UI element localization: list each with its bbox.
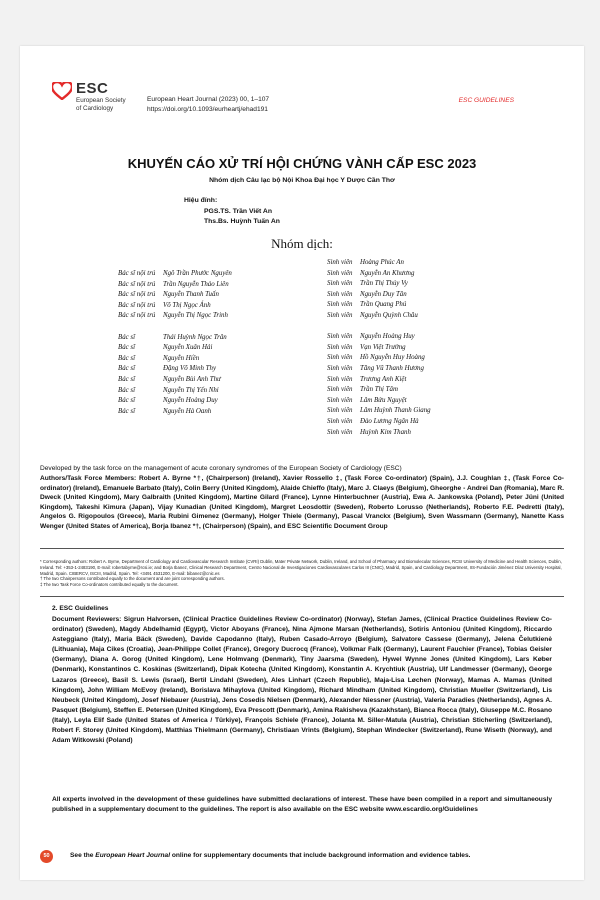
- page-title: KHUYẾN CÁO XỬ TRÍ HỘI CHỨNG VÀNH CẤP ESC 2023: [127, 156, 477, 171]
- role: Bác sĩ nội trú: [118, 312, 156, 320]
- list-item: [327, 365, 431, 376]
- editor-name: Ths.Bs. Huỳnh Tuấn An: [204, 218, 280, 225]
- name: Hồ Nguyễn Huy Hoàng: [360, 354, 425, 362]
- logo-subtitle: [76, 97, 136, 113]
- role: Bác sĩ: [118, 344, 136, 352]
- list-item: [327, 301, 431, 312]
- name: Tăng Vũ Thanh Hương: [360, 364, 424, 372]
- role: Sinh viên: [327, 301, 353, 309]
- name: Nguyễn Hiền: [163, 354, 200, 362]
- role: Sinh viên: [327, 428, 353, 436]
- name: Nguyễn An Khương: [360, 269, 415, 277]
- footnote-chairpersons: † The two Chairpersons contributed equally to the document and are joint corresponding authors.: [40, 576, 225, 582]
- logo-abbr: ESC: [76, 80, 109, 97]
- list-item: [118, 302, 232, 313]
- list-item: [327, 259, 431, 270]
- role: Bác sĩ: [118, 354, 136, 362]
- role: Sinh viên: [327, 311, 353, 319]
- list-item: [327, 397, 431, 408]
- name: Trần Thị Thủy Vy: [360, 280, 408, 288]
- authors: Authors/Task Force Members: Robert A. Byrne *†, (Chairperson) (Ireland), Xavier Rossello ‡, (Task Force Co-ordinator) (Spain), J.J. Coughlan ‡, (Task Force Co-ordinator) (Ireland), Emanuele Barbato (Italy), Colin Berry (United Kingdom), Alaide Chieffo (Italy), Marc J. Claeys (Belgium), Gheorghe - Andrei Dan (Romania), Marc R. Dweck (United Kingdom), Mary Galbraith (United Kingdom), Martine Gilard (France), Lynne Hinterbuchner (Austria), Ewa A. Jankowska (Poland), Peter Jüni (United Kingdom), Takeshi Kimura (Japan), Vijay Kunadian (United Kingdom), Margret Leosdottir (Sweden), Roberto Lorusso (Netherlands), Roberto F.E. Pedretti (Italy), Angelos G. Rigopoulos (Greece), Maria Rubini Gimenez (Germany), Holger Thiele (Germany), Pascal Vranckx (Belgium), Sven Wassmann (Germany), Nanette Kass Wenger (United States of America), Borja Ibanez *†, (Chairperson) (Spain), and ESC Scientific Document Group: [40, 475, 564, 530]
- heart-icon: [52, 82, 72, 100]
- role: Bác sĩ: [118, 407, 136, 415]
- name: Trương Anh Kiệt: [360, 375, 407, 383]
- supplementary-note: [70, 852, 470, 859]
- translators-right-column: [327, 259, 431, 439]
- list-item: [327, 407, 431, 418]
- editors-block: [184, 196, 280, 228]
- translators-title: Nhóm dịch:: [271, 236, 333, 251]
- name: Đặng Võ Minh Thy: [163, 365, 217, 373]
- name: Võ Thị Ngọc Ánh: [163, 301, 211, 309]
- list-item: [118, 365, 232, 376]
- section-heading: 2. ESC Guidelines: [52, 605, 109, 612]
- see-journal: European Heart Journal: [95, 852, 171, 859]
- role: Bác sĩ: [118, 397, 136, 405]
- translators-left-column: [118, 270, 232, 418]
- list-item: [327, 280, 431, 291]
- role: Bác sĩ nội trú: [118, 301, 156, 309]
- role: Sinh viên: [327, 396, 353, 404]
- name: Nguyễn Thị Ngọc Trinh: [163, 312, 228, 320]
- role: Sinh viên: [327, 364, 353, 372]
- footnote-corresponding: * Corresponding authors: Robert A. Byrne, Department of Cardiology and Cardiovascular Research Institute (CVRI) Dublin, Mater Private Network, Dublin, Ireland, and School of Pharmacy and Biomolecular Sciences, RCSI University of Medicine and Health Sciences, Dublin, Ireland. Tel: +353-1-2483190, E-mail: robertabyrne@rcsi.ie; and Borja Ibanez, Clinical Research Department, Centro Nacional de Investigaciones Cardiovasculares Carlos III (CNIC), Madrid, Spain, and Cardiology Department, IIS-Fundación Jiménez Díaz University Hospital, Madrid, Spain. CIBERCV, ISCIII, Madrid, Spain. Tel: +3491 4531200, E-mail: bibanez@cnic.es: [40, 559, 562, 576]
- list-item: [327, 429, 431, 440]
- name: Nguyễn Hoàng Duy: [163, 397, 218, 405]
- name: Nguyễn Quỳnh Châu: [360, 311, 418, 319]
- journal-info: [147, 95, 269, 115]
- list-item: [118, 312, 232, 323]
- name: Trần Thị Tâm: [360, 386, 398, 394]
- list-item: [118, 355, 232, 366]
- list-item: [327, 418, 431, 429]
- document-reviewers: Document Reviewers: Sigrun Halvorsen, (Clinical Practice Guidelines Review Co-ordinator) (Norway), Stefan James, (Clinical Practice Guidelines Review Co-ordinator) (Sweden), Magdy Abdelhamid (Egypt), Victor Aboyans (France), Nina Ajmone Marsan (Netherlands), Sotiris Antoniou (United Kingdom), Riccardo Asteggiano (Italy), Maria Bäck (Sweden), Davide Capodanno (Italy), Ruben Casado-Arroyo (Belgium), Salvatore Cassese (Germany), Jelena Čelutkienė (Lithuania), Maja Cikes (Croatia), Jean-Philippe Collet (France), Gregory Ducrocq (France), Volkmar Falk (Germany), Laurent Fauchier (France), Tobias Geisler (Germany), Diana A. Gorog (United Kingdom), Lene Holmvang (Denmark), Tiny Jaarsma (Sweden), Hywel Wynne Jones (United Kingdom), Lars Køber (Denmark), Konstantinos C. Koskinas (Switzerland), Dipak Kotecha (United Kingdom), Konstantin A. Krychtiuk (Austria), Ulf Landmesser (Germany), George Lazaros (Greece), Basil S. Lewis (Israel), Bertil Lindahl (Sweden), Ales Linhart (Czech Republic), Maja-Lisa Løchen (Norway), Mamas A. Mamas (United Kingdom), John William McEvoy (Ireland), Borislava Mihaylova (United Kingdom), Richard Mindham (United Kingdom), Christian Mueller (Switzerland), Lis Neubeck (United Kingdom), Josef Niebauer (Austria), Jens Cosedis Nielsen (Denmark), Alexander Niessner (Austria), Valeria Paradies (Netherlands), Agnes A. Pasquet (Belgium), Steffen E. Petersen (United Kingdom), Eva Prescott (Denmark), Amina Rakisheva (Kazakhstan), Bianca Rocca (Italy), Giuseppe M.C. Rosano (Italy), Leyla Elif Sade (United States of America / Türkiye), François Schiele (France), Jolanta M. Siller-Matula (Austria), Christian Sticherling (Switzerland), Robert F. Storey (United Kingdom), Matthias Thielmann (Germany), Christiaan Vrints (Belgium), Stephan Windecker (Switzerland), Rune Wiseth (Norway), and Adam Witkowski (Poland): [52, 616, 552, 745]
- role: Sinh viên: [327, 375, 353, 383]
- role: Bác sĩ: [118, 365, 136, 373]
- logo-line1: European Society: [76, 97, 126, 104]
- page-number-badge: 50: [40, 850, 53, 863]
- role: Bác sĩ: [118, 333, 136, 341]
- name: Nguyễn Hoàng Huy: [360, 333, 415, 341]
- list-item: [118, 408, 232, 419]
- name: Nguyễn Duy Tân: [360, 290, 407, 298]
- role: Bác sĩ nội trú: [118, 280, 156, 288]
- list-item: [327, 354, 431, 365]
- role: Sinh viên: [327, 417, 353, 425]
- list-item: [327, 333, 431, 344]
- list-item: [118, 344, 232, 355]
- list-item: [327, 376, 431, 387]
- list-item: [327, 270, 431, 281]
- role: Sinh viên: [327, 333, 353, 341]
- list-item: [118, 387, 232, 398]
- footnote-coordinators: ‡ The two Task Force Co-ordinators contributed equally to the document.: [40, 582, 179, 588]
- list-item: [118, 397, 232, 408]
- role: Sinh viên: [327, 386, 353, 394]
- name: Thái Huỳnh Ngọc Trân: [163, 333, 227, 341]
- name: Trần Nguyễn Thảo Liên: [163, 280, 229, 288]
- name: Nguyễn Xuân Hải: [163, 344, 213, 352]
- list-item: [327, 344, 431, 355]
- logo-line2: of Cardiology: [76, 105, 114, 112]
- list-item: [327, 312, 431, 323]
- declaration: All experts involved in the development of these guidelines have submitted declarations of interest. These have been compiled in a report and simultaneously published in a supplementary document to the guidelines. The report is also available on the ESC website www.escardio.org/Guidelines: [52, 796, 552, 813]
- esc-logo: [52, 80, 152, 120]
- list-item: [327, 386, 431, 397]
- name: Hoàng Phúc An: [360, 259, 404, 266]
- document-page: [20, 46, 584, 880]
- footnotes: [40, 559, 564, 588]
- role: Sinh viên: [327, 269, 353, 277]
- see-post: online for supplementary documents that include background information and evidence tables.: [170, 852, 471, 859]
- divider: [40, 548, 564, 549]
- page-subtitle: Nhóm dịch Câu lạc bộ Nội Khoa Đại học Y Dược Cần Thơ: [209, 177, 395, 184]
- journal-doi[interactable]: https://doi.org/10.1093/eurheartj/ehad191: [147, 106, 268, 113]
- role: Sinh viên: [327, 343, 353, 351]
- name: Nguyễn Bùi Anh Thư: [163, 375, 221, 383]
- name: Nguyễn Thanh Tuấn: [163, 291, 219, 299]
- role: Sinh viên: [327, 259, 353, 266]
- list-item: [118, 334, 232, 345]
- name: Đào Lương Ngân Hà: [360, 417, 419, 425]
- name: Huỳnh Kim Thanh: [360, 428, 411, 436]
- divider: [40, 596, 564, 597]
- role: Sinh viên: [327, 290, 353, 298]
- name: Ngô Trần Phước Nguyên: [163, 270, 232, 277]
- developed-by: Developed by the task force on the management of acute coronary syndromes of the European Society of Cardiology (ESC): [40, 465, 402, 472]
- guidelines-tag: ESC GUIDELINES: [458, 97, 514, 104]
- list-item: [118, 281, 232, 292]
- role: Bác sĩ nội trú: [118, 291, 156, 299]
- list-item: [327, 291, 431, 302]
- list-item: [118, 270, 232, 281]
- role: Sinh viên: [327, 354, 353, 362]
- name: Nguyễn Thị Yến Nhi: [163, 386, 219, 394]
- role: Sinh viên: [327, 280, 353, 288]
- name: Trần Quang Phú: [360, 301, 407, 309]
- editor-name: PGS.TS. Trần Viết An: [204, 207, 272, 215]
- list-item: [118, 376, 232, 387]
- role: Sinh viên: [327, 407, 353, 415]
- list-item: [118, 291, 232, 302]
- name: Lâm Bửu Nguyệt: [360, 396, 407, 404]
- role: Bác sĩ: [118, 375, 136, 383]
- name: Lâm Huỳnh Thanh Giang: [360, 407, 431, 415]
- see-pre: See the: [70, 852, 96, 859]
- role: Bác sĩ: [118, 386, 136, 394]
- editors-label: Hiệu đính:: [184, 197, 218, 204]
- name: Vạn Việt Trường: [360, 343, 406, 351]
- journal-citation: European Heart Journal (2023) 00, 1–107: [147, 96, 270, 103]
- name: Nguyễn Hà Oanh: [163, 407, 212, 415]
- role: Bác sĩ nội trú: [118, 270, 156, 277]
